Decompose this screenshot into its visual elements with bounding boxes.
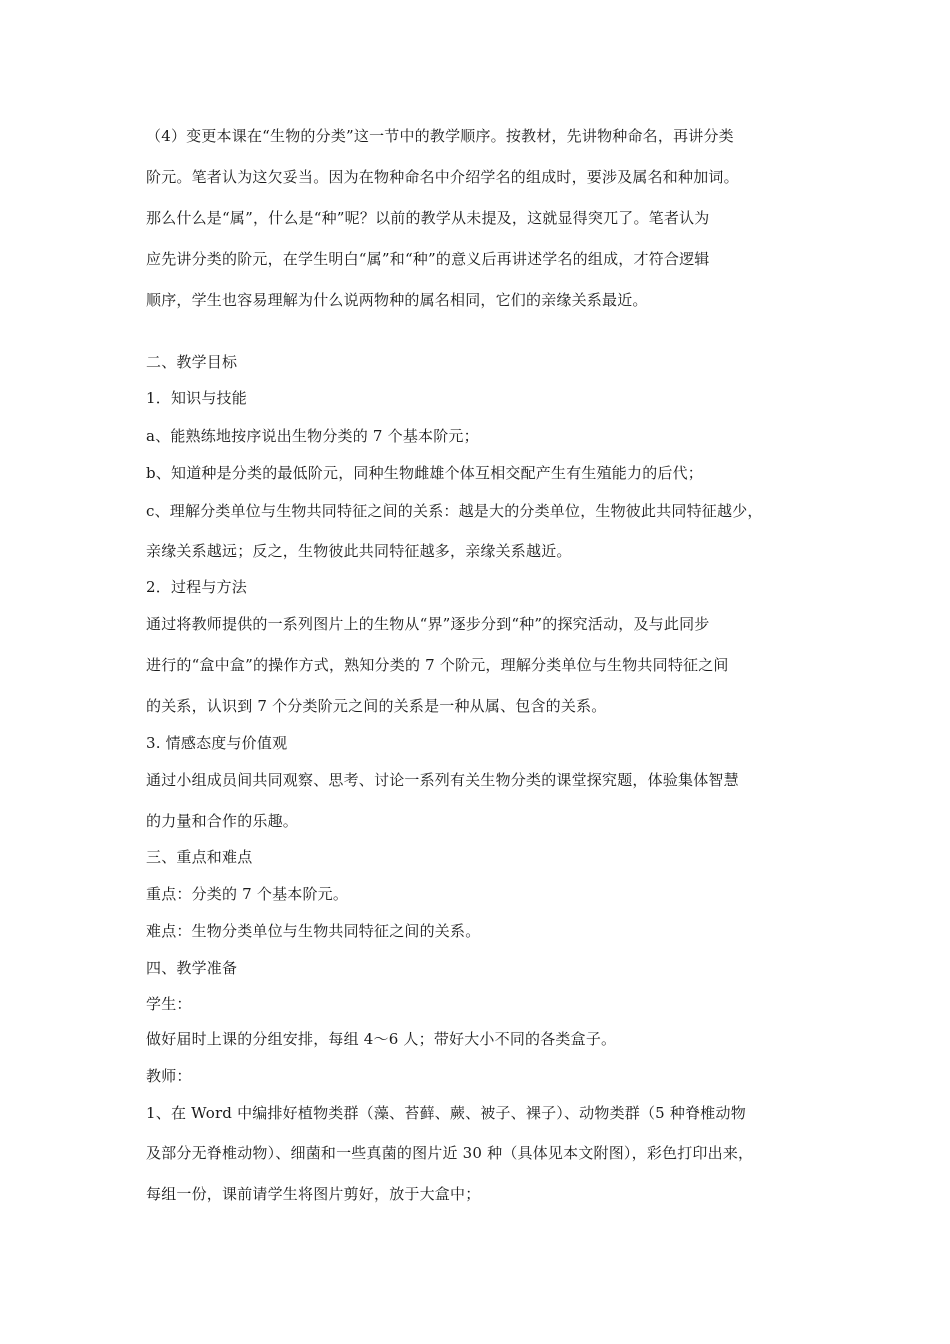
paragraph-line: 学生：	[146, 995, 192, 1013]
paragraph-line: 的关系，认识到 7 个分类阶元之间的关系是一种从属、包含的关系。	[146, 697, 607, 715]
list-item: c、理解分类单位与生物共同特征之间的关系：越是大的分类单位，生物彼此共同特征越少，	[146, 502, 763, 520]
section-heading: 三、重点和难点	[146, 848, 253, 866]
paragraph-line: （4）变更本课在“生物的分类”这一节中的教学顺序。按教材，先讲物种命名，再讲分类	[146, 127, 734, 145]
paragraph-line: 那么什么是“属”，什么是“种”呢？以前的教学从未提及，这就显得突兀了。笔者认为	[146, 209, 710, 227]
paragraph-line: 通过小组成员间共同观察、思考、讨论一系列有关生物分类的课堂探究题，体验集体智慧	[146, 771, 739, 789]
section-heading: 四、教学准备	[146, 959, 238, 977]
paragraph-line: 1、在 Word 中编排好植物类群（藻、苔藓、蕨、被子、裸子）、动物类群（5 种脊椎动物	[146, 1104, 746, 1122]
paragraph-line: 应先讲分类的阶元，在学生明白“属”和“种”的意义后再讲述学名的组成，才符合逻辑	[146, 250, 710, 268]
paragraph-line: 通过将教师提供的一系列图片上的生物从“界”逐步分到“种”的探究活动，及与此同步	[146, 615, 710, 633]
paragraph-line: 教师：	[146, 1067, 192, 1085]
list-item-continued: 亲缘关系越远；反之，生物彼此共同特征越多，亲缘关系越近。	[146, 542, 572, 560]
paragraph-line: 的力量和合作的乐趣。	[146, 812, 299, 830]
paragraph-line: 顺序，学生也容易理解为什么说两物种的属名相同，它们的亲缘关系最近。	[146, 291, 648, 309]
paragraph-line: 进行的“盒中盒”的操作方式，熟知分类的 7 个阶元，理解分类单位与生物共同特征之间	[146, 656, 729, 674]
paragraph-line: 及部分无脊椎动物）、细菌和一些真菌的图片近 30 种（具体见本文附图），彩色打印出来，	[146, 1144, 754, 1162]
paragraph-line: 重点：分类的 7 个基本阶元。	[146, 885, 349, 903]
paragraph-line: 做好届时上课的分组安排，每组 4～6 人；带好大小不同的各类盒子。	[146, 1030, 617, 1048]
section-heading: 二、教学目标	[146, 353, 238, 371]
list-item: a、能熟练地按序说出生物分类的 7 个基本阶元；	[146, 427, 479, 445]
paragraph-line: 每组一份，课前请学生将图片剪好，放于大盒中；	[146, 1185, 481, 1203]
subsection-heading: 1．知识与技能	[146, 389, 247, 407]
subsection-heading: 2．过程与方法	[146, 578, 247, 596]
list-item: b、知道种是分类的最低阶元，同种生物雌雄个体互相交配产生有生殖能力的后代；	[146, 464, 704, 482]
paragraph-line: 难点：生物分类单位与生物共同特征之间的关系。	[146, 922, 481, 940]
paragraph-line: 阶元。笔者认为这欠妥当。因为在物种命名中介绍学名的组成时，要涉及属名和种加词。	[146, 168, 739, 186]
subsection-heading: 3. 情感态度与价值观	[146, 734, 288, 752]
